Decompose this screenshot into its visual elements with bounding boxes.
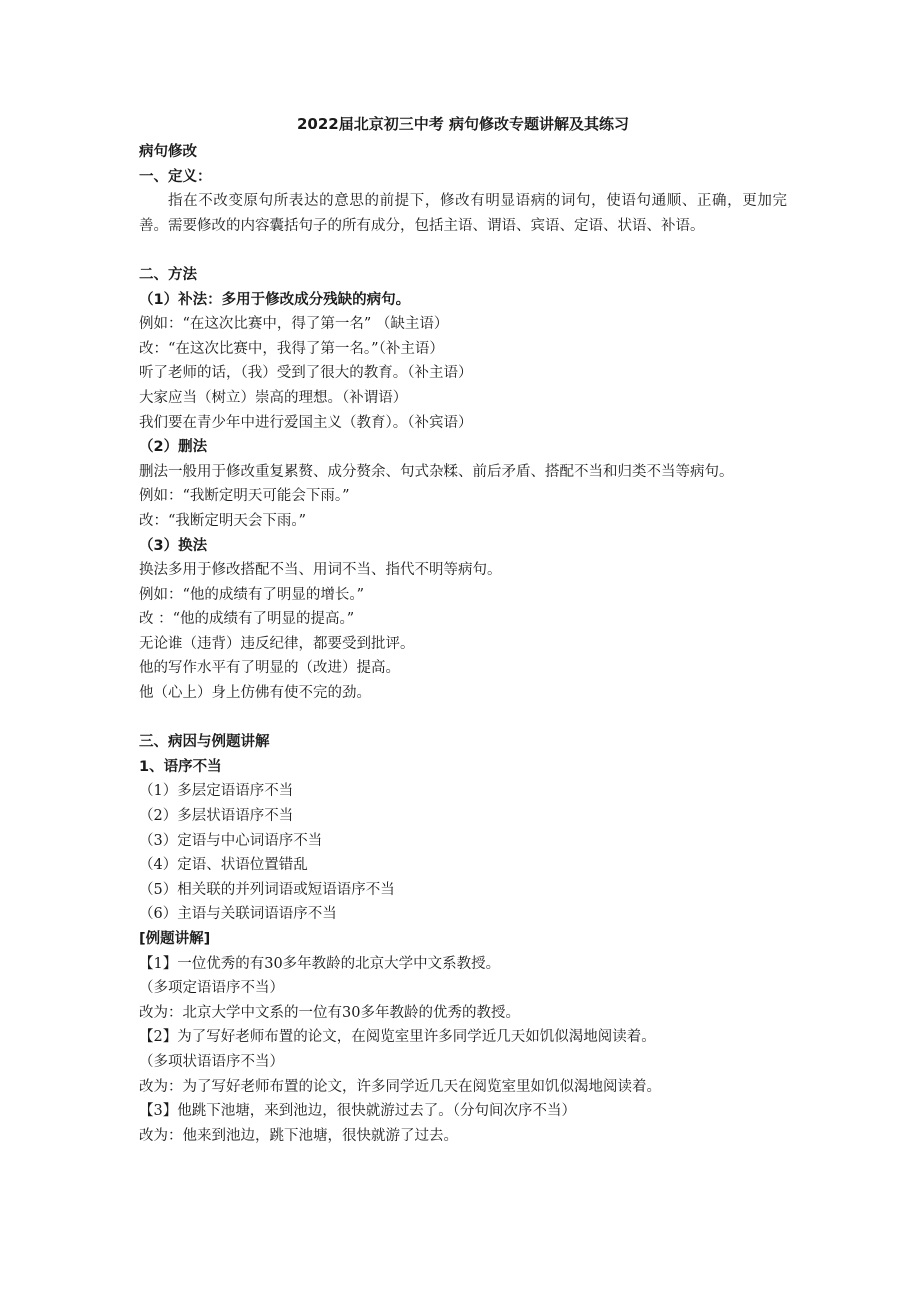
document-title: 2022届北京初三中考 病句修改专题讲解及其练习 (297, 115, 629, 133)
method-delete-line: 删法一般用于修改重复累赘、成分赘余、句式杂糅、前后矛盾、搭配不当和归类不当等病句。 (139, 463, 734, 480)
word-order-item: （3）定语与中心词语序不当 (139, 832, 323, 849)
method-delete-line: 例如：“我断定明天可能会下雨。” (139, 488, 350, 505)
method-add-line: 改：“在这次比赛中，我得了第一名。”（补主语） (139, 340, 444, 357)
method-replace-heading: （3）换法 (139, 537, 208, 554)
example-line: 【2】为了写好老师布置的论文，在阅览室里许多同学近几天如饥似渴地阅读着。 (139, 1029, 656, 1046)
method-delete-line: 改：“我断定明天会下雨。” (139, 512, 307, 529)
word-order-item: （1）多层定语语序不当 (139, 783, 294, 800)
method-add-line: 大家应当（树立）崇高的理想。（补谓语） (139, 389, 408, 406)
word-order-item: （5）相关联的并列词语或短语语序不当 (139, 881, 395, 898)
method-delete-heading: （2）删法 (139, 439, 208, 456)
example-line: 改为：北京大学中文系的一位有30多年教龄的优秀的教授。 (139, 1004, 520, 1021)
method-replace-line: 改 ：“他的成绩有了明显的提高。” (139, 611, 355, 628)
definition-paragraph: 指在不改变原句所表达的意思的前提下，修改有明显语病的词句，使语句通顺、正确，更加完善。需要修改的内容囊括句子的所有成分，包括主语、谓语、宾语、定语、状语、补语。 (139, 193, 787, 234)
section-method-heading: 二、方法 (139, 266, 197, 283)
method-replace-line: 换法多用于修改搭配不当、用词不当、指代不明等病句。 (139, 562, 502, 579)
examples-heading: [例题讲解] (139, 931, 211, 947)
word-order-item: （6）主语与关联词语语序不当 (139, 906, 337, 923)
example-line: （多项定语语序不当） (139, 980, 284, 997)
method-replace-line: 例如：“他的成绩有了明显的增长。” (139, 586, 365, 603)
main-heading: 病句修改 (139, 144, 197, 160)
example-line: 改为：他来到池边，跳下池塘，很快就游了过去。 (139, 1127, 458, 1144)
document-page (139, 112, 787, 1148)
method-replace-line: 他的写作水平有了明显的（改进）提高。 (139, 660, 400, 677)
word-order-item: （2）多层状语语序不当 (139, 808, 294, 825)
example-line: 【1】一位优秀的有30多年教龄的北京大学中文系教授。 (139, 955, 501, 972)
method-add-line: 听了老师的话，（我）受到了很大的教育。（补主语） (139, 365, 473, 382)
method-add-line: 例如：“在这次比赛中，得了第一名” （缺主语） (139, 316, 449, 333)
word-order-item: （4）定语、状语位置错乱 (139, 857, 308, 874)
method-replace-line: 无论谁（违背）违反纪律，都要受到批评。 (139, 635, 415, 652)
section-causes-heading: 三、病因与例题讲解 (139, 734, 270, 751)
method-replace-line: 他（心上）身上仿佛有使不完的劲。 (139, 685, 371, 702)
method-add-line: 我们要在青少年中进行爱国主义（教育）。（补宾语） (139, 414, 473, 431)
spacer (139, 238, 787, 263)
example-line: 改为：为了写好老师布置的论文，许多同学近几天在阅览室里如饥似渴地阅读着。 (139, 1078, 661, 1095)
spacer (139, 706, 787, 731)
example-line: 【3】他跳下池塘，来到池边，很快就游过去了。（分句间次序不当） (139, 1103, 576, 1120)
method-add-heading: （1）补法：多用于修改成分残缺的病句。 (139, 291, 411, 308)
word-order-heading: 1、语序不当 (139, 758, 222, 775)
section-definition-heading: 一、定义： (139, 168, 212, 185)
example-line: （多项状语语序不当） (139, 1053, 284, 1070)
